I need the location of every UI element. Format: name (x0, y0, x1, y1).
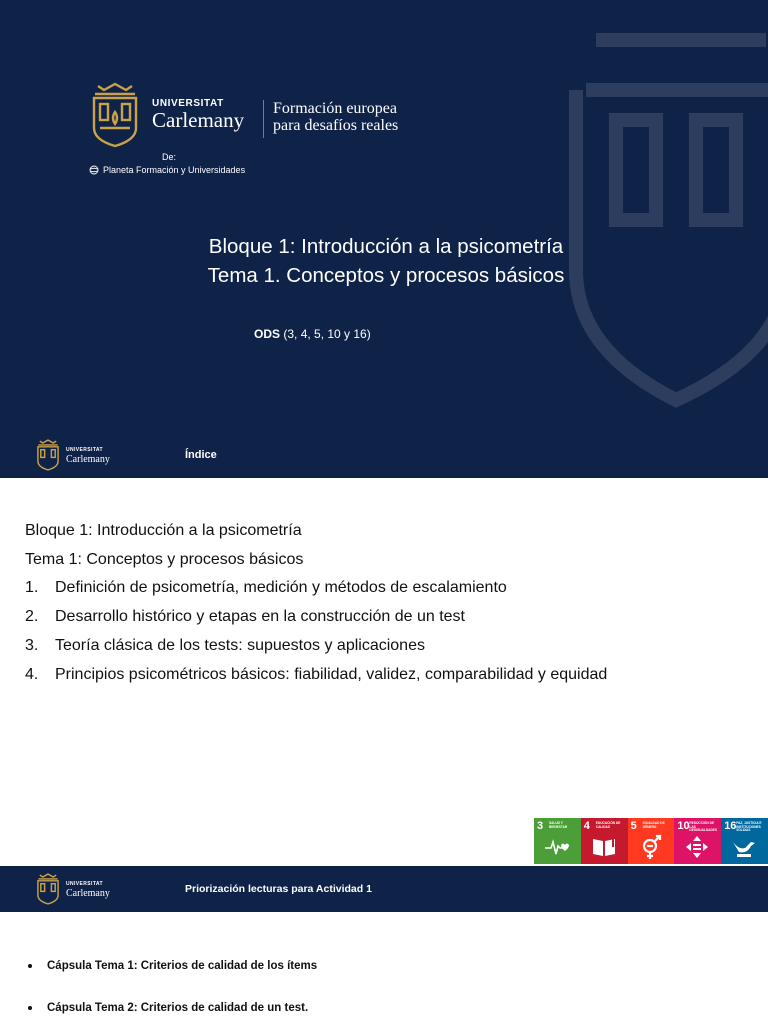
slogan-line-1: Formación europea (273, 100, 397, 117)
readings-item (28, 1002, 317, 1014)
cover-footer-bar (0, 432, 768, 478)
sdg-label: IGUALDAD DE GÉNERO (642, 821, 665, 829)
publisher-block (89, 152, 245, 175)
crest-watermark-icon (556, 10, 768, 410)
equality-icon (684, 834, 710, 860)
brand-name (152, 98, 244, 132)
brand-name-large: Carlemany (152, 108, 245, 132)
sdg-number: 4 (583, 820, 590, 832)
index-slide (0, 478, 768, 866)
sdg-badges (534, 818, 768, 864)
carlemany-crest-small-icon (36, 439, 60, 471)
index-list (25, 517, 607, 689)
planeta-logo-icon (89, 165, 99, 175)
carlemany-crest-icon (90, 82, 140, 148)
index-item (25, 661, 607, 690)
ods-values: (3, 4, 5, 10 y 16) (280, 327, 371, 341)
publisher-label: De: (162, 152, 177, 162)
index-heading-topic: Tema 1: Conceptos y procesos básicos (25, 550, 304, 568)
readings-item-text: Cápsula Tema 1: Criterios de calidad de los ítems (47, 960, 318, 972)
sdg-badge-4 (581, 818, 628, 864)
heartbeat-icon (544, 834, 570, 860)
sdg-number: 16 (724, 820, 737, 832)
index-item-number: 2. (25, 608, 39, 626)
index-item-number: 4. (25, 665, 39, 683)
footer-brand-small: UNIVERSITAT (66, 447, 103, 453)
readings-item (28, 960, 317, 972)
book-icon (591, 834, 617, 860)
index-item (25, 574, 607, 603)
sdg-label: EDUCACIÓN DE CALIDAD (595, 821, 621, 829)
publisher-org (89, 165, 245, 175)
sdg-label: REDUCCIÓN DE LAS DESIGUALDADES (689, 821, 718, 833)
readings-title: Priorización lecturas para Actividad 1 (185, 883, 372, 895)
header-brand (66, 880, 110, 898)
index-item-text: Desarrollo histórico y etapas en la construcción de un test (55, 608, 465, 626)
sdg-badge-10 (674, 818, 721, 864)
brand-name-small: UNIVERSITAT (152, 98, 224, 109)
ods-prefix: ODS (254, 327, 281, 341)
cover-slide (0, 0, 768, 478)
readings-item-text: Cápsula Tema 2: Criterios de calidad de un test. (47, 1002, 309, 1014)
index-item-text: Principios psicométricos básicos: fiabilidad, validez, comparabilidad y equidad (55, 665, 608, 683)
cover-title-line-1: Bloque 1: Introducción a la psicometría (208, 235, 564, 258)
cover-title-line-2: Tema 1. Conceptos y procesos básicos (207, 264, 565, 287)
gender-icon (638, 834, 664, 860)
bullet-icon (28, 964, 32, 968)
bullet-icon (28, 1006, 32, 1010)
index-heading-block: Bloque 1: Introducción a la psicometría (25, 522, 302, 539)
sdg-badge-5 (628, 818, 675, 864)
footer-brand (66, 446, 110, 464)
index-item-text: Teoría clásica de los tests: supuestos y aplicaciones (55, 636, 425, 654)
sdg-number: 5 (630, 820, 637, 832)
sdg-label: SALUD Y BIENESTAR (549, 821, 568, 829)
header-brand-large: Carlemany (66, 888, 110, 899)
index-item-number: 3. (25, 636, 39, 654)
ods-label (254, 327, 371, 341)
index-item (25, 603, 607, 632)
sdg-number: 3 (537, 820, 544, 832)
carlemany-crest-small-icon (36, 873, 60, 905)
header-brand-small: UNIVERSITAT (66, 881, 103, 887)
publisher-org-name: Planeta Formación y Universidades (103, 165, 246, 175)
footer-title-indice: Índice (185, 449, 217, 461)
readings-header-bar (0, 866, 768, 912)
sdg-badge-16 (721, 818, 768, 864)
slogan-line-2: para desafíos reales (273, 117, 399, 134)
cover-title (0, 232, 768, 290)
dove-icon (731, 834, 757, 860)
brand-divider (263, 100, 264, 138)
sdg-label: PAZ, JUSTICIA E INSTITUCIONES SÓLIDAS (736, 821, 762, 833)
footer-brand-large: Carlemany (66, 454, 110, 465)
readings-slide (0, 866, 768, 1024)
slogan (273, 100, 398, 134)
index-item-number: 1. (25, 579, 39, 597)
readings-list (28, 960, 317, 1024)
sdg-number: 10 (677, 820, 690, 832)
index-item-text: Definición de psicometría, medición y métodos de escalamiento (55, 579, 507, 597)
sdg-badge-3 (534, 818, 581, 864)
index-item (25, 632, 607, 661)
